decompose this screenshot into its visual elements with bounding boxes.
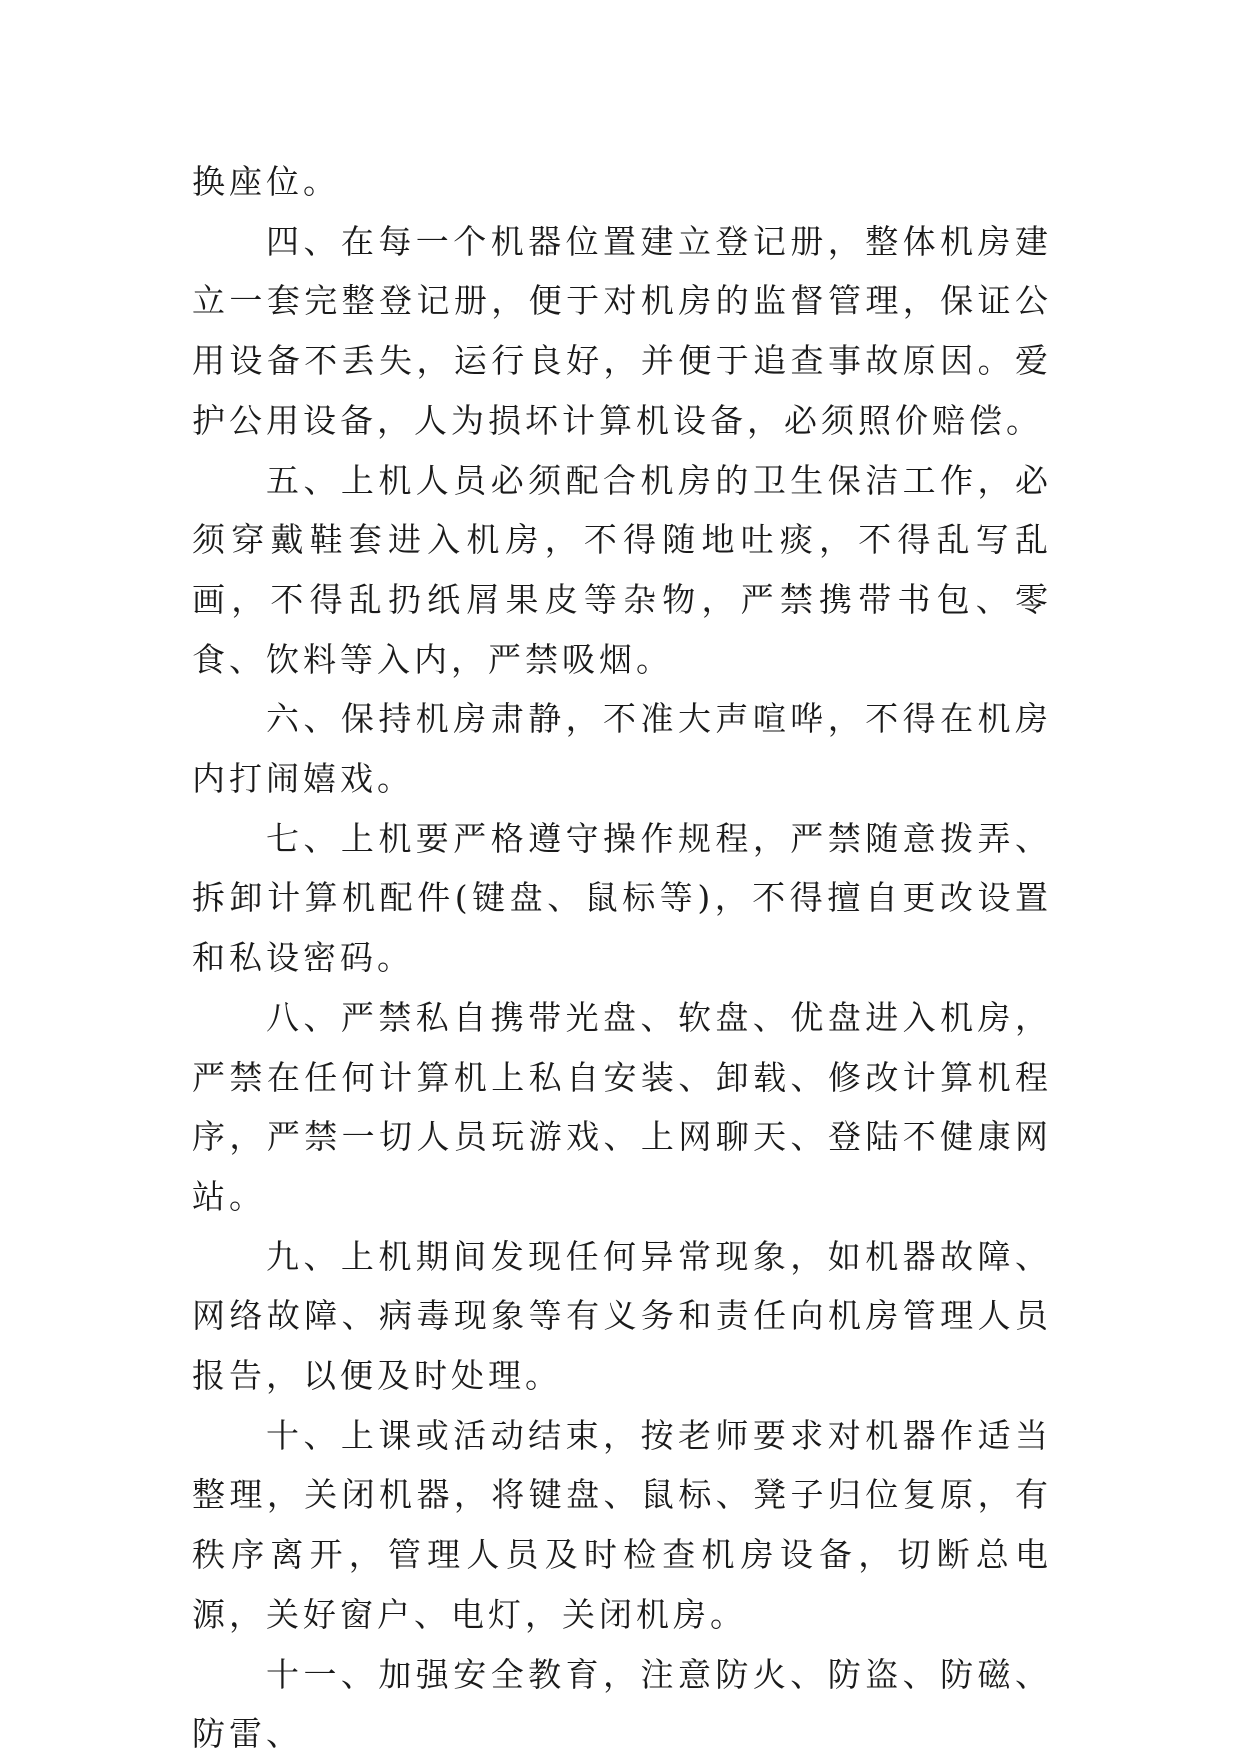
paragraph-rule-4: 四、在每一个机器位置建立登记册，整体机房建立一套完整登记册，便于对机房的监督管理，保证公用设备不丢失，运行良好，并便于追查事故原因。爱护公用设备，人为损坏计算机设备，必须照价赔偿。 bbox=[192, 221, 1052, 440]
paragraph-rule-7: 七、上机要严格遵守操作规程，严禁随意拨弄、拆卸计算机配件(键盘、鼠标等)，不得擅自更改设置和私设密码。 bbox=[192, 818, 1052, 978]
paragraph-rule-6: 六、保持机房肃静，不准大声喧哗，不得在机房内打闹嬉戏。 bbox=[192, 699, 1052, 799]
paragraph-continuation: 换座位。 bbox=[192, 162, 340, 201]
paragraph-rule-5: 五、上机人员必须配合机房的卫生保洁工作，必须穿戴鞋套进入机房，不得随地吐痰，不得乱写乱画，不得乱扔纸屑果皮等杂物，严禁携带书包、零食、饮料等入内，严禁吸烟。 bbox=[192, 460, 1052, 679]
paragraph-rule-11: 十一、加强安全教育，注意防火、防盗、防磁、防雷、 bbox=[192, 1654, 1052, 1754]
paragraph-rule-8: 八、严禁私自携带光盘、软盘、优盘进入机房，严禁在任何计算机上私自安装、卸载、修改计算机程序，严禁一切人员玩游戏、上网聊天、登陆不健康网站。 bbox=[192, 997, 1052, 1216]
paragraph-rule-10: 十、上课或活动结束，按老师要求对机器作适当整理，关闭机器，将键盘、鼠标、凳子归位复原，有秩序离开，管理人员及时检查机房设备，切断总电源，关好窗户、电灯，关闭机房。 bbox=[192, 1415, 1052, 1634]
paragraph-rule-9: 九、上机期间发现任何异常现象，如机器故障、网络故障、病毒现象等有义务和责任向机房管理人员报告，以便及时处理。 bbox=[192, 1236, 1052, 1396]
document-body bbox=[192, 152, 1052, 1764]
